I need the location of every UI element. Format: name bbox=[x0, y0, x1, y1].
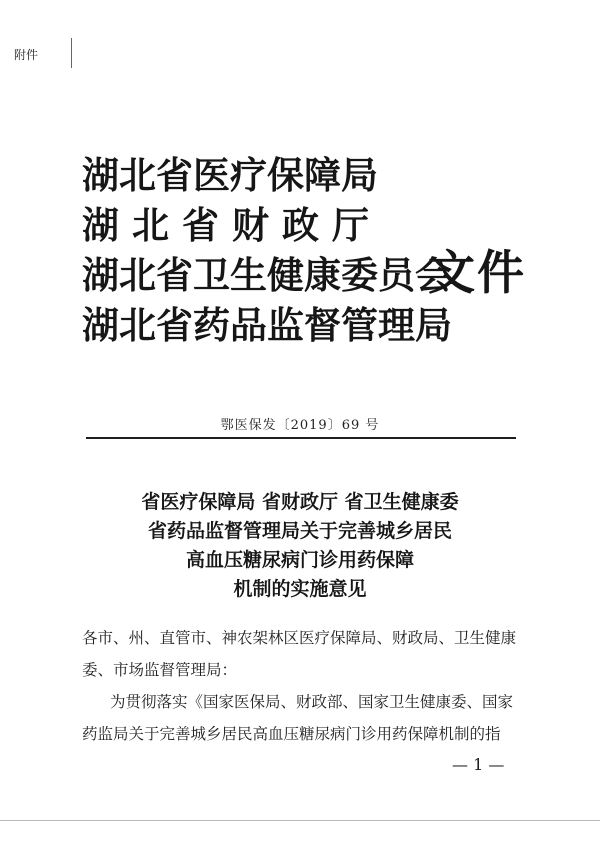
document-suffix: 文件 bbox=[428, 246, 526, 301]
issuer-health-commission: 湖北省卫生健康委员会 bbox=[82, 253, 452, 297]
issuer-drug-administration: 湖北省药品监督管理局 bbox=[82, 303, 452, 347]
attachment-label: 附件 bbox=[14, 48, 39, 62]
page-number: — 1 — bbox=[452, 755, 505, 774]
issuer-list bbox=[82, 150, 452, 350]
document-title bbox=[0, 488, 600, 604]
addressee-line: 委、市场监督管理局： bbox=[82, 661, 238, 679]
body-paragraph-line: 药监局关于完善城乡居民高血压糖尿病门诊用药保障机制的指 bbox=[82, 725, 501, 743]
document-number: 鄂医保发〔2019〕69 号 bbox=[220, 418, 380, 433]
title-line: 机制的实施意见 bbox=[233, 578, 367, 600]
attachment-divider bbox=[71, 38, 72, 68]
issuer-healthcare-security-bureau: 湖北省医疗保障局 bbox=[82, 153, 378, 197]
page-bottom-edge bbox=[0, 820, 600, 821]
issuer-finance-department: 湖北省财政厅 bbox=[82, 203, 382, 247]
header-divider bbox=[86, 437, 516, 439]
title-line: 省医疗保障局 省财政厅 省卫生健康委 bbox=[141, 491, 459, 513]
body-paragraph-line: 为贯彻落实《国家医保局、财政部、国家卫生健康委、国家 bbox=[110, 693, 514, 711]
title-line: 高血压糖尿病门诊用药保障 bbox=[185, 549, 414, 571]
title-line: 省药品监督管理局关于完善城乡居民 bbox=[147, 520, 452, 542]
addressee-line: 各市、州、直管市、神农架林区医疗保障局、财政局、卫生健康 bbox=[82, 629, 517, 647]
